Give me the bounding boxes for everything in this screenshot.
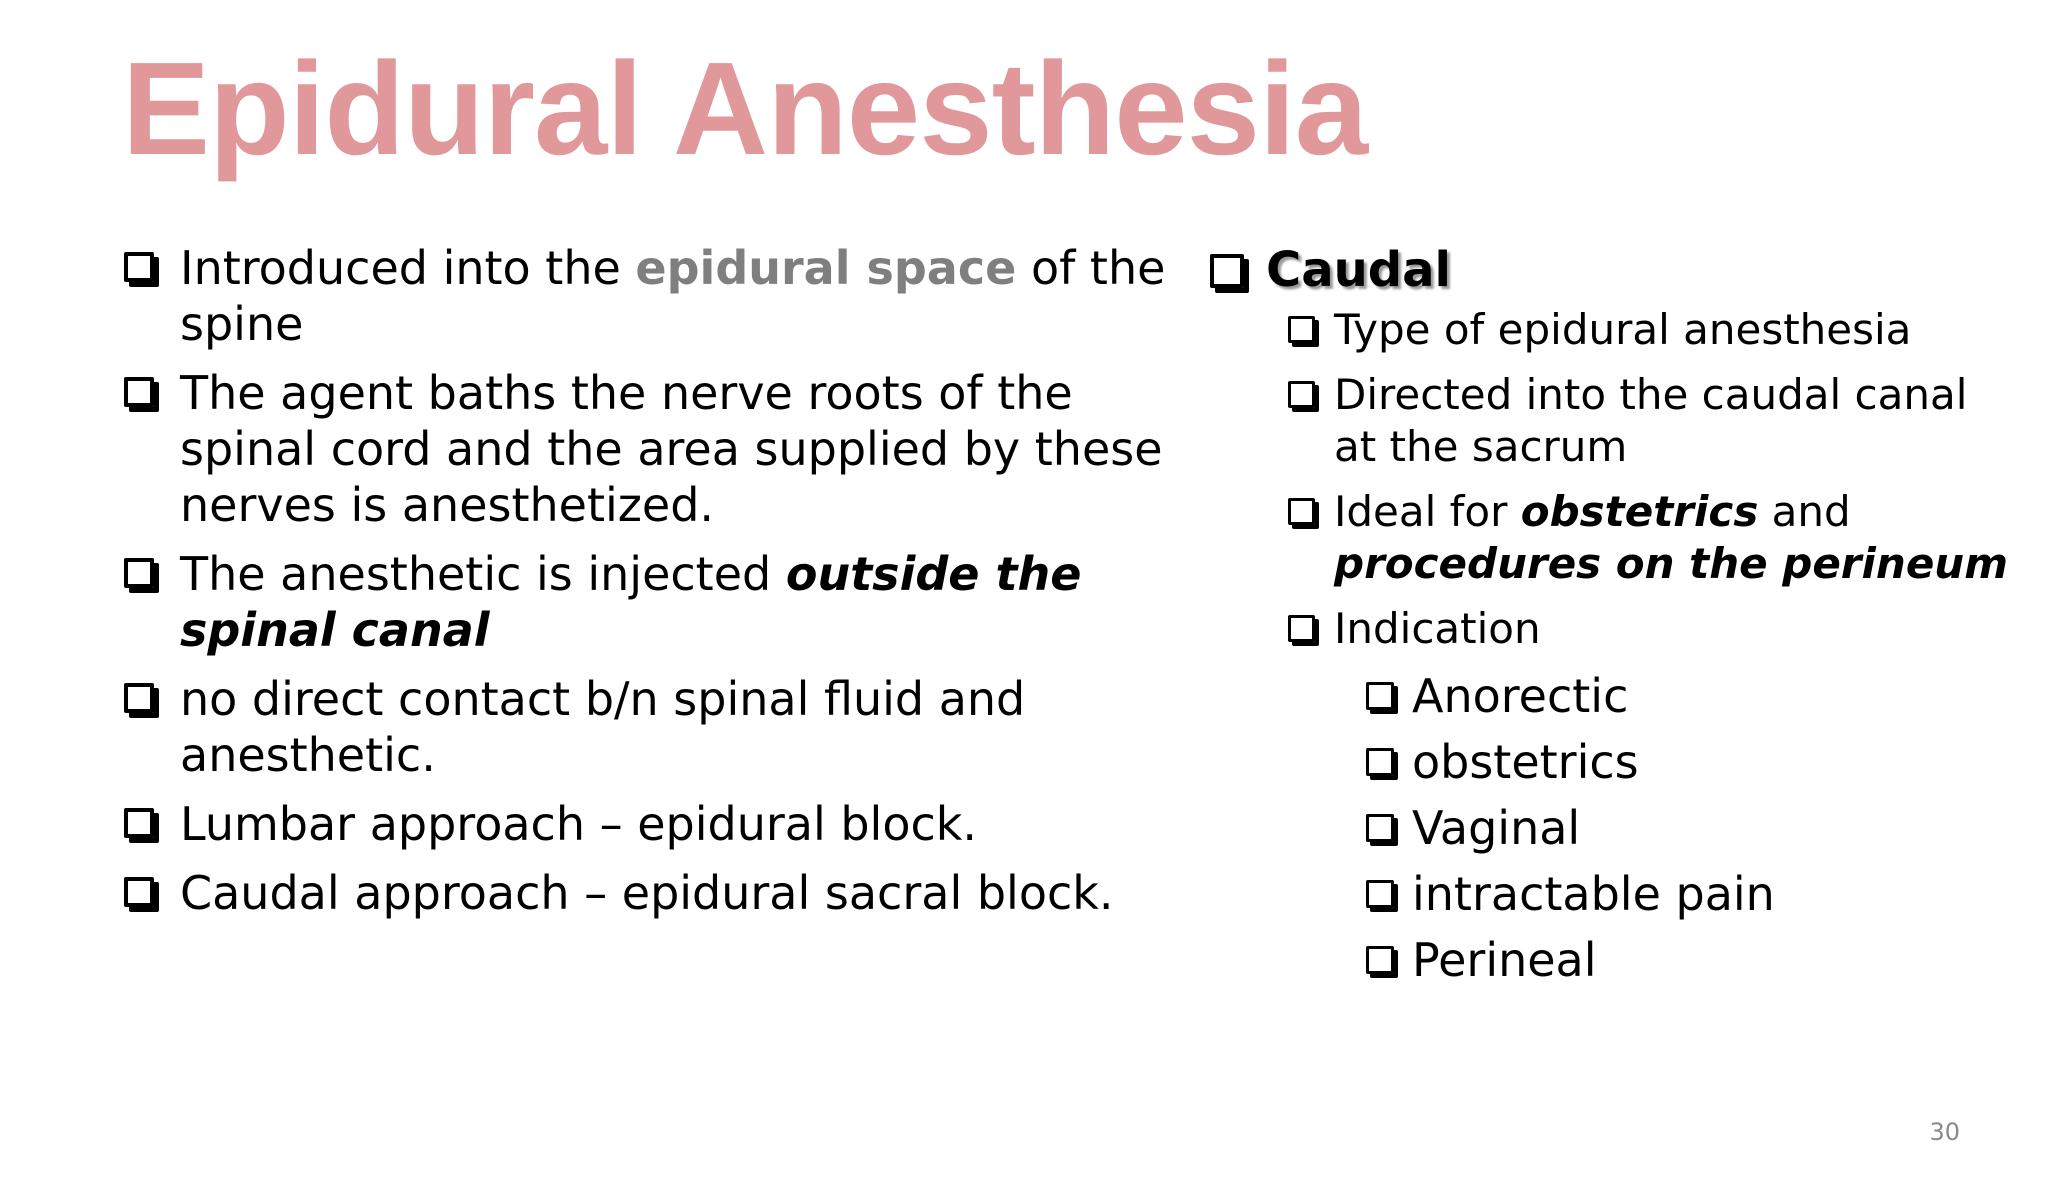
emphasis-text: procedures on the perineum [1334, 539, 2008, 588]
highlight-term: epidural space [635, 241, 1017, 295]
checkbox-bullet-icon [1288, 381, 1315, 408]
sub-list-item [1366, 734, 2008, 790]
left-bullet-list [122, 240, 1182, 934]
right-bullet-list [1208, 240, 2008, 998]
list-item [1288, 486, 2008, 590]
caudal-heading [1208, 240, 2008, 300]
heading-text: Caudal [1266, 242, 1451, 298]
sub-list-item [1366, 866, 2008, 922]
item-text: The anesthetic is injected outside the spinal canal [180, 547, 1082, 657]
checkbox-bullet-icon [1366, 880, 1394, 908]
checkbox-bullet-icon [124, 683, 154, 713]
sub-list-item [1366, 932, 2008, 988]
list-item [1288, 369, 2008, 473]
list-item-indication [1288, 603, 2008, 655]
slide-title: Epidural Anesthesia [122, 35, 1368, 182]
checkbox-bullet-icon [1366, 814, 1394, 842]
emphasis-text: outside the spinal canal [180, 547, 1082, 657]
checkbox-bullet-icon [1288, 498, 1315, 525]
item-text: Ideal for obstetrics and procedures on the perineum [1334, 487, 2008, 588]
sub-item-text: Anorectic [1412, 669, 1629, 723]
sub-item-text: obstetrics [1412, 735, 1639, 789]
list-item [122, 671, 1182, 783]
sub-item-text: Perineal [1412, 933, 1597, 987]
list-item [122, 546, 1182, 658]
checkbox-bullet-icon [124, 377, 154, 407]
sub-list-item [1366, 668, 2008, 724]
checkbox-bullet-icon [1366, 748, 1394, 776]
checkbox-bullet-icon [124, 877, 154, 907]
item-text: Directed into the caudal canal at the sacrum [1334, 370, 1968, 471]
list-item [122, 796, 1182, 852]
checkbox-bullet-icon [1288, 316, 1315, 343]
item-text: Caudal approach – epidural sacral block. [180, 866, 1114, 920]
checkbox-bullet-icon [1210, 254, 1244, 288]
item-text: no direct contact b/n spinal fluid and anesthetic. [180, 672, 1026, 782]
page-number: 30 [1929, 1118, 1960, 1146]
list-item [122, 365, 1182, 533]
list-item [1288, 304, 2008, 356]
item-text: Lumbar approach – epidural block. [180, 797, 978, 851]
checkbox-bullet-icon [1366, 682, 1394, 710]
item-text: The agent baths the nerve roots of the spinal cord and the area supplied by these nerves is anesthetized. [180, 366, 1163, 532]
list-item [122, 865, 1182, 921]
checkbox-bullet-icon [1366, 946, 1394, 974]
emphasis-text: obstetrics [1520, 487, 1759, 536]
checkbox-bullet-icon [124, 252, 154, 282]
item-text: Introduced into the epidural space of the spine [180, 241, 1166, 351]
sub-list-item [1366, 800, 2008, 856]
sub-item-text: Vaginal [1412, 801, 1581, 855]
checkbox-bullet-icon [124, 808, 154, 838]
checkbox-bullet-icon [1288, 615, 1315, 642]
item-text: Type of epidural anesthesia [1334, 305, 1912, 354]
sub-item-text: intractable pain [1412, 867, 1775, 921]
checkbox-bullet-icon [124, 558, 154, 588]
list-item [122, 240, 1182, 352]
item-text: Indication [1334, 604, 1541, 653]
